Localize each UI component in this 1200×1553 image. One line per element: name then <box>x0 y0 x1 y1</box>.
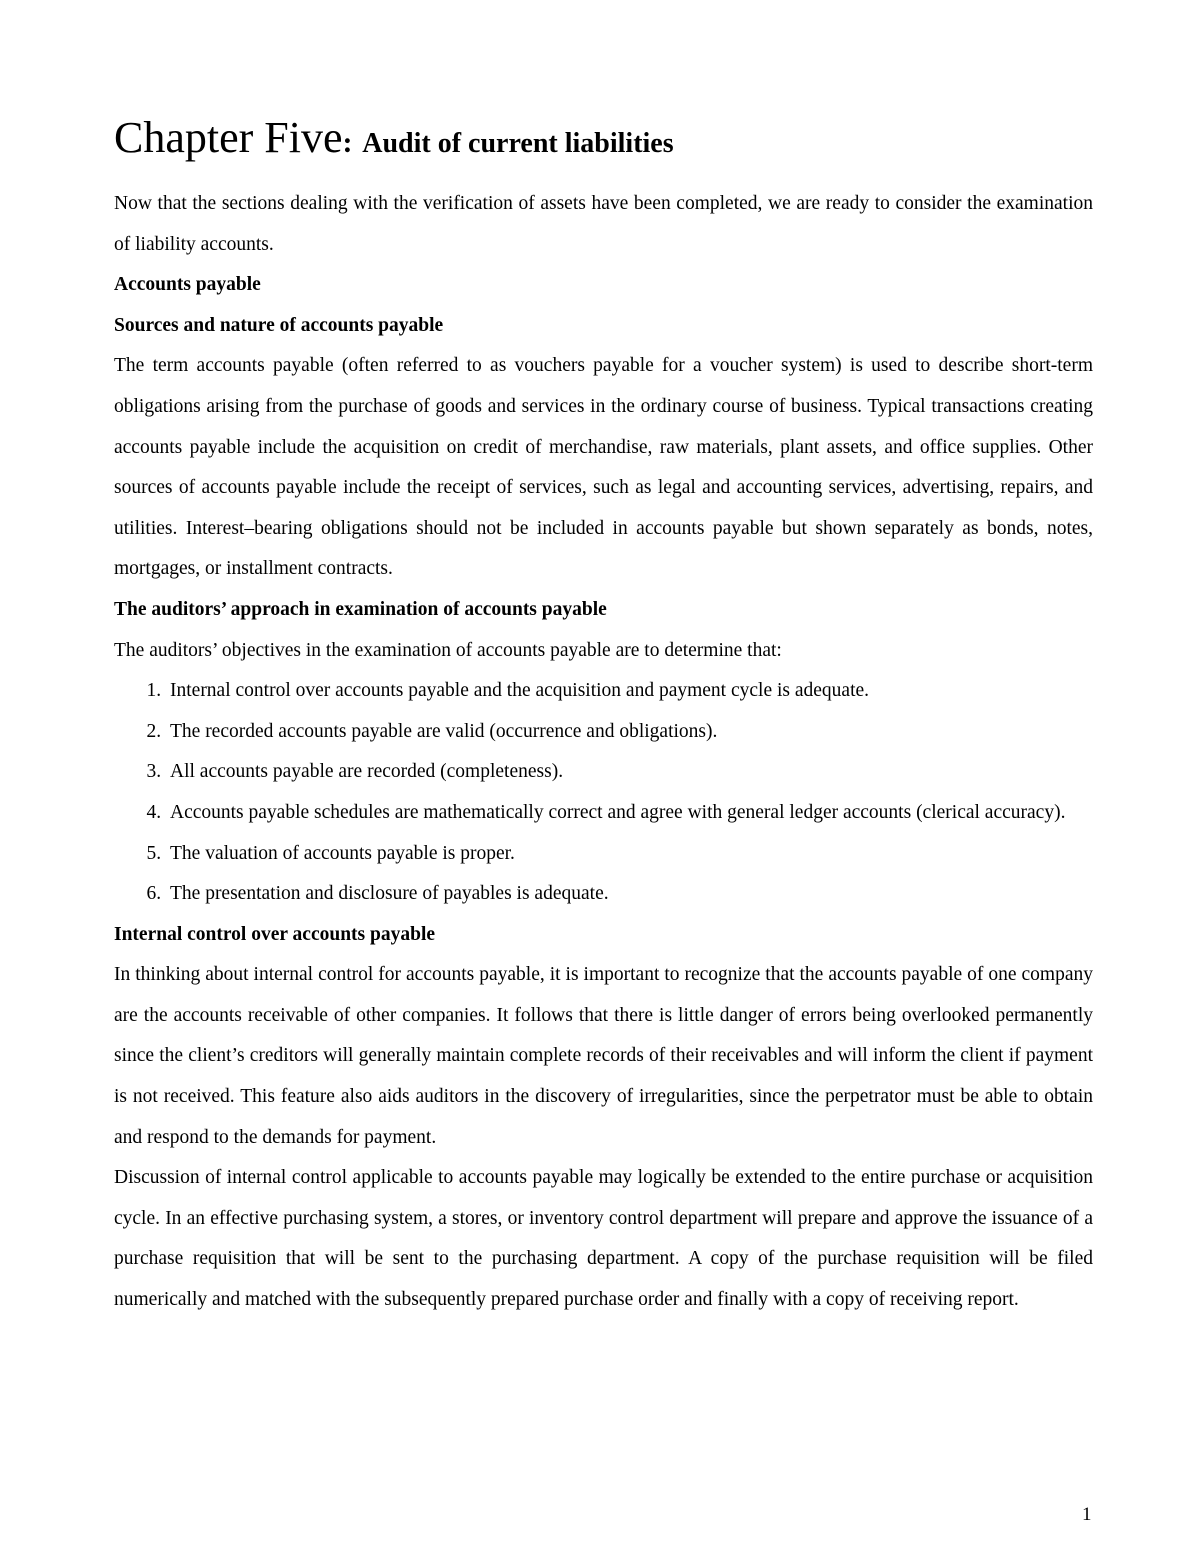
chapter-title <box>114 112 1093 170</box>
list-item: 2. The recorded accounts payable are valid (occurrence and obligations). <box>166 712 1093 753</box>
chapter-title-colon: : <box>342 126 353 159</box>
objectives-list <box>114 671 1093 915</box>
page-number: 1 <box>1082 1504 1092 1525</box>
list-item: 4. Accounts payable schedules are mathematically correct and agree with general ledger accounts (clerical accuracy). <box>166 793 1093 834</box>
list-item: 5. The valuation of accounts payable is proper. <box>166 834 1093 875</box>
chapter-title-sub: Audit of current liabilities <box>362 128 674 159</box>
intro-paragraph: Now that the sections dealing with the verification of assets have been completed, we are ready to consider the examination of liability accounts. <box>114 193 1093 255</box>
approach-paragraph: The auditors’ objectives in the examination of accounts payable are to determine that: <box>114 639 782 661</box>
list-item: 1. Internal control over accounts payable and the acquisition and payment cycle is adequate. <box>166 671 1093 712</box>
control-paragraph-2: Discussion of internal control applicable to accounts payable may logically be extended to the entire purchase or acquisition cycle. In an effective purchasing system, a stores, or inventory control department will prepare and approve the issuance of a purchase requisition that will be sent to the purchasing department. A copy of the purchase requisition will be filed numerically and matched with the subsequently prepared purchase order and finally with a copy of receiving report. <box>114 1167 1093 1311</box>
list-item: 3. All accounts payable are recorded (completeness). <box>166 752 1093 793</box>
list-item: 6. The presentation and disclosure of payables is adequate. <box>166 874 1093 915</box>
sources-paragraph: The term accounts payable (often referred to as vouchers payable for a voucher system) is used to describe short-term obligations arising from the purchase of goods and services in the ordinary course of business. Typical transactions creating accounts payable include the acquisition on credit of merchandise, raw materials, plant assets, and office supplies. Other sources of accounts payable include the receipt of services, such as legal and accounting services, advertising, repairs, and utilities. Interest–bearing obligations should not be included in accounts payable but shown separately as bonds, notes, mortgages, or installment contracts. <box>114 355 1093 580</box>
control-paragraph-1: In thinking about internal control for accounts payable, it is important to recognize that the accounts payable of one company are the accounts receivable of other companies. It follows that there is little danger of errors being overlooked permanently since the client’s creditors will generally maintain complete records of their receivables and will inform the client if payment is not received. This feature also aids auditors in the discovery of irregularities, since the perpetrator must be able to obtain and respond to the demands for payment. <box>114 964 1093 1148</box>
chapter-title-main: Chapter Five <box>114 113 343 162</box>
heading-internal-control: Internal control over accounts payable <box>114 923 436 945</box>
heading-accounts-payable: Accounts payable <box>114 274 261 296</box>
heading-auditors-approach: The auditors’ approach in examination of accounts payable <box>114 598 607 620</box>
heading-sources-nature: Sources and nature of accounts payable <box>114 314 444 336</box>
